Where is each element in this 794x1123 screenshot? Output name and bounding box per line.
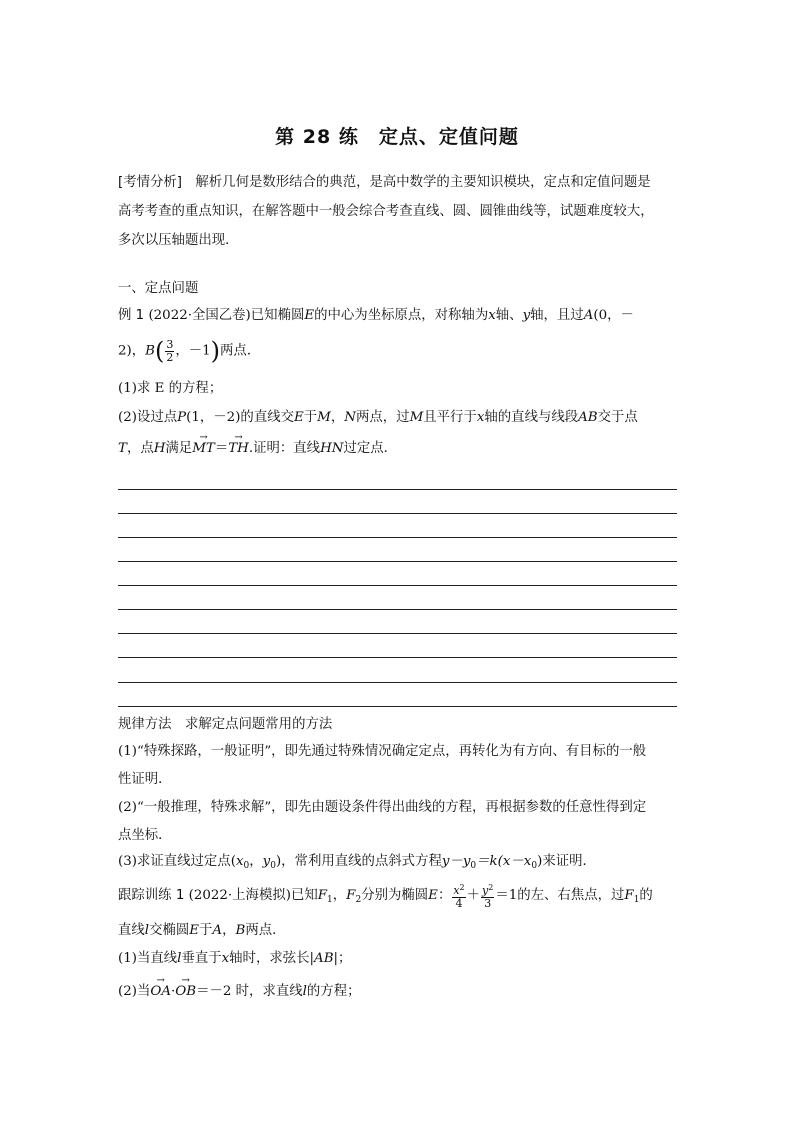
practice1-line-1: [118, 880, 653, 912]
example1-line-2: [118, 336, 260, 366]
var-F: F: [346, 888, 356, 903]
var-P: P: [177, 410, 187, 425]
answer-line: [118, 633, 677, 634]
frac-num: 3: [166, 337, 174, 351]
intro-text-1: 解析几何是数形结合的典范，是高中数学的主要知识模块，定点和定值问题是: [182, 175, 651, 190]
answer-line: [118, 537, 677, 538]
practice-text: (1)当直线: [118, 951, 178, 966]
intro-line-1: [118, 174, 651, 192]
fraction-three-halves: [165, 339, 174, 364]
practice-text: 分别为椭圆: [361, 888, 429, 903]
answer-line: [118, 585, 677, 586]
var-x: x: [235, 854, 244, 869]
var-H: H: [153, 441, 166, 456]
var-E: E: [428, 888, 438, 903]
frac-den: 2: [166, 350, 174, 364]
var-B: B: [235, 923, 246, 938]
vector-OB: → OB: [175, 983, 196, 1001]
practice-text: 两点．: [245, 923, 286, 938]
practice1-line-2: [118, 922, 286, 940]
subscript: 0: [470, 861, 477, 871]
method-heading: 规律方法 求解定点问题常用的方法: [118, 717, 333, 732]
q2-text: 两点，过: [356, 410, 410, 425]
answer-line: [118, 706, 677, 707]
paren-open: (: [154, 337, 165, 365]
practice-text: ＝1: [495, 888, 518, 903]
var-F: F: [624, 888, 634, 903]
var-l: l: [144, 923, 150, 938]
method-text: )来证明．: [537, 854, 596, 869]
var-M: M: [317, 410, 331, 425]
subscript: 2: [355, 895, 362, 905]
practice-text: (2)当: [118, 984, 151, 999]
paren-close: ): [210, 337, 221, 365]
practice1-label: 跟踪训练 1: [118, 888, 185, 903]
example1-q1: (1)求 E 的方程；: [118, 381, 223, 396]
q2-text: 过定点．: [343, 441, 398, 456]
practice-text: 轴时，求弦长|: [229, 951, 315, 966]
var-l: l: [177, 951, 182, 966]
practice1-source: (2022·上海模拟): [188, 888, 291, 903]
var-N: N: [344, 410, 356, 425]
var-M: M: [409, 410, 424, 425]
practice-text: |；: [333, 951, 352, 966]
dot-operator: ·: [171, 984, 176, 999]
q2-text: (2)设过点: [118, 410, 178, 425]
example1-text: 已知椭圆: [250, 308, 305, 323]
superscript: 2: [488, 882, 494, 892]
method-item-1a: (1)“特殊探路，一般证明”，即先通过特殊情况确定定点，再转化为有方向、有目标的一般: [118, 744, 647, 759]
q2-text: ，点: [126, 441, 154, 456]
practice-text: 垂直于: [181, 951, 222, 966]
q2-text: 交于点: [597, 410, 638, 425]
subscript: 0: [531, 861, 538, 871]
practice-text: ，: [222, 923, 236, 938]
var-A: A: [583, 308, 594, 323]
example1-text: 轴，且过: [530, 308, 584, 323]
q2-text: .证明：直线: [248, 441, 321, 456]
answer-line: [118, 561, 677, 562]
var-y: y: [522, 308, 531, 323]
var-y: y: [262, 854, 271, 869]
q2-text: ，: [330, 410, 345, 425]
intro-line-2: 高考考查的重点知识，在解答题中一般会综合考查直线、圆、圆锥曲线等，试题难度较大，: [118, 204, 654, 219]
fraction-y2-over-3: [481, 882, 494, 910]
var-x: x: [453, 883, 460, 897]
frac-num: [452, 882, 465, 898]
example1-q2-line-1: [118, 409, 638, 427]
practice-text: 已知: [290, 888, 318, 903]
var-l: l: [302, 984, 307, 999]
subscript: 1: [633, 895, 640, 905]
q2-text: 满足: [165, 441, 193, 456]
frac-num: [481, 882, 494, 898]
subscript: 1: [327, 895, 333, 905]
example1-text: 轴、: [495, 308, 523, 323]
practice-text: 于: [199, 923, 213, 938]
vector-MT: → MT: [192, 440, 215, 458]
example1-text: 两点．: [220, 343, 261, 359]
vector-OA: → OA: [150, 983, 171, 1001]
frac-den: 3: [484, 896, 492, 910]
var-B: B: [145, 343, 155, 359]
var-x: x: [221, 951, 230, 966]
q2-text: (1，－2)的直线交: [186, 410, 294, 425]
answer-line: [118, 682, 677, 683]
vector-TH: → TH: [228, 440, 249, 458]
example1-line-1: [118, 307, 634, 325]
practice-text: 的: [639, 888, 653, 903]
var-E: E: [294, 410, 304, 425]
frac-den: 4: [455, 896, 463, 910]
answer-line: [118, 513, 677, 514]
var-F: F: [317, 888, 328, 903]
example1-source: (2022·全国乙卷): [148, 308, 251, 323]
method-item-2a: (2)“一般推理，特殊求解”，即先由题设条件得出曲线的方程，再根据参数的任意性得到定: [118, 800, 647, 815]
example1-text: ，－1: [175, 343, 211, 359]
practice-text: 直线: [118, 923, 145, 938]
q2-text: 轴的直线与线段: [484, 410, 579, 425]
example1-label: 例 1: [118, 308, 145, 323]
intro-line-3: 多次以压轴题出现．: [118, 233, 239, 248]
example1-text: 2)，: [118, 343, 146, 359]
fraction-x2-over-4: [452, 882, 465, 910]
practice-text: ：: [437, 888, 452, 903]
method-text: ，: [249, 854, 263, 869]
var-T: T: [118, 441, 127, 456]
equation-part: y－y: [441, 854, 471, 869]
var-x: x: [476, 410, 485, 425]
practice-text: ，: [332, 888, 347, 903]
var-A: A: [212, 923, 223, 938]
var-AB: AB: [578, 410, 598, 425]
plus-sign: ＋: [466, 888, 481, 903]
method-text: (3)求证直线过定点(: [118, 854, 236, 869]
subscript: 0: [243, 861, 250, 871]
var-AB: AB: [314, 951, 334, 966]
method-text: )，常利用直线的点斜式方程: [275, 854, 442, 869]
var-HN: HN: [320, 441, 344, 456]
var-E: E: [189, 923, 200, 938]
answer-line: [118, 609, 677, 610]
intro-tag: [考情分析]: [118, 175, 183, 190]
practice-text: ＝－2 时，求直线: [196, 984, 303, 999]
q2-text: 于: [303, 410, 318, 425]
practice-text: 的左、右焦点，过: [517, 888, 625, 903]
var-x: x: [488, 308, 496, 323]
equation-part: ＝k(x－x: [476, 854, 532, 869]
practice1-q2: [118, 983, 360, 1001]
subscript: 0: [270, 861, 276, 871]
practice-text: 交椭圆: [149, 923, 190, 938]
method-item-2b: 点坐标．: [118, 828, 172, 843]
var-E: E: [304, 308, 315, 323]
example1-text: (0，－: [593, 308, 634, 323]
method-item-3: [118, 853, 596, 875]
method-item-1b: 性证明．: [118, 772, 172, 787]
superscript: 2: [459, 882, 465, 892]
equals-sign: ＝: [214, 441, 229, 456]
answer-line: [118, 657, 677, 658]
answer-line: [118, 489, 677, 490]
practice1-q1: [118, 950, 351, 968]
var-y: y: [482, 883, 489, 897]
q2-text: 且平行于: [423, 410, 477, 425]
example1-text: 的中心为坐标原点，对称轴为: [314, 308, 489, 323]
practice-text: 的方程；: [306, 984, 361, 999]
page-title: 第 28 练 定点、定值问题: [275, 126, 519, 148]
section-heading-fixed-point: 一、定点问题: [118, 281, 199, 296]
example1-q2-line-2: [118, 440, 397, 458]
